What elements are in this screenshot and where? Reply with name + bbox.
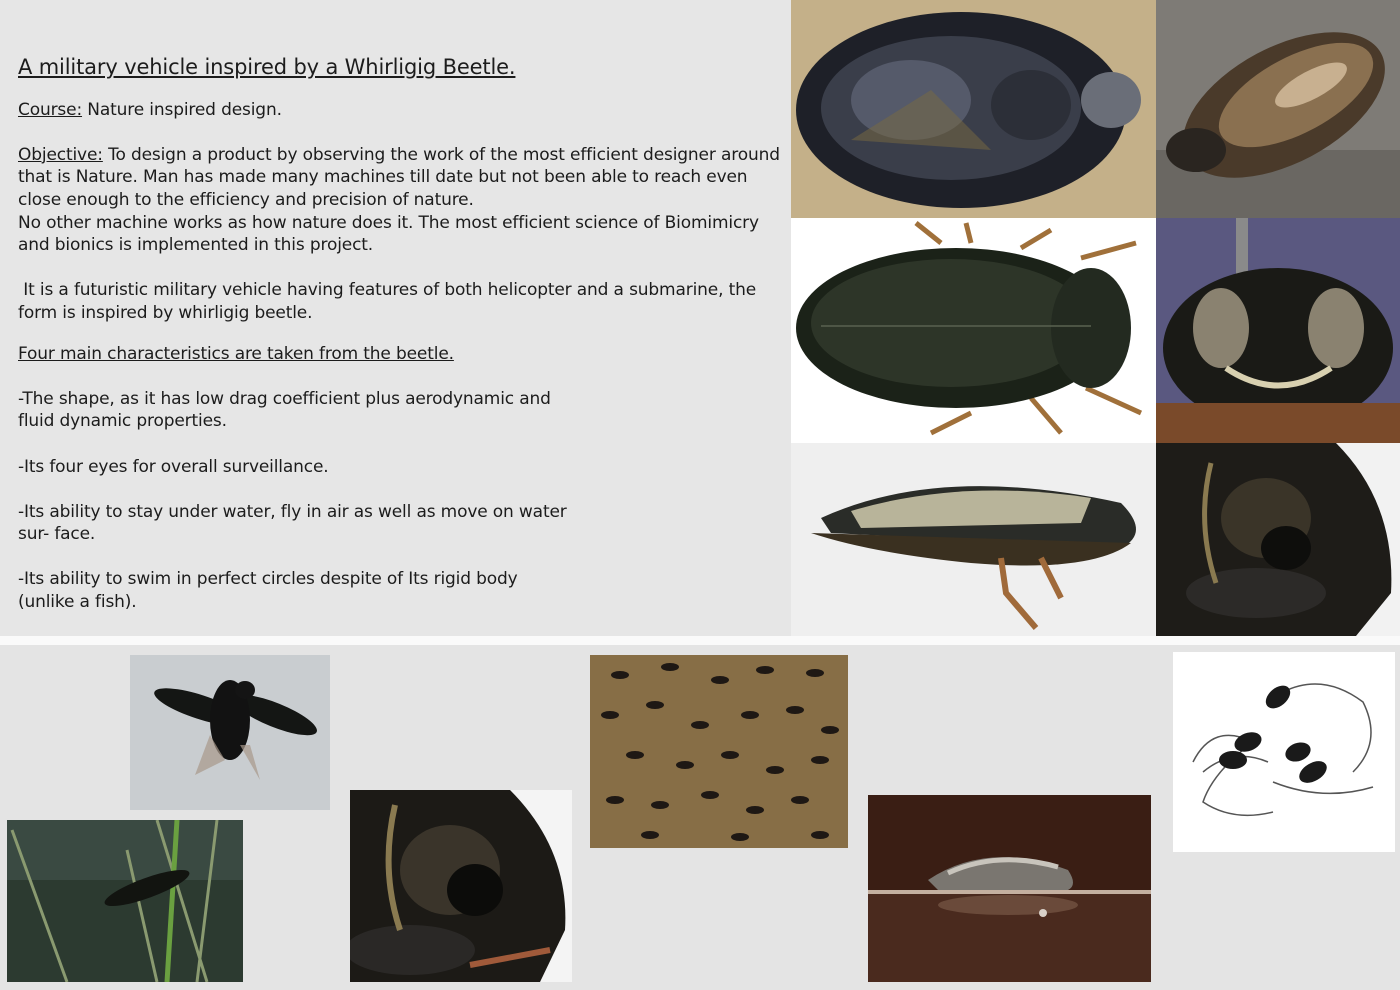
objective-label: Objective: — [18, 144, 103, 165]
beetle-dorsal-photo — [791, 218, 1156, 443]
beetle-mouthparts-photo — [1156, 218, 1400, 443]
course-line — [18, 99, 788, 122]
beetle-flying-photo — [130, 655, 330, 810]
objective-text: To design a product by observing the work of the most efficient designer around that is Nature. Man has made many machines till date but not been able to reach even close enough to the efficiency and precision of nature. — [18, 144, 780, 210]
characteristic-item: -The shape, as it has low drag coefficient plus aerodynamic and fluid dynamic properties. — [18, 388, 551, 432]
beetle-underwater-photo — [7, 820, 243, 982]
course-label: Course: — [18, 99, 83, 120]
section-divider — [0, 636, 1400, 645]
characteristic-item: -Its ability to swim in perfect circles despite of Its rigid body (unlike a fish). — [18, 569, 518, 613]
beetle-underside-photo — [791, 0, 1156, 218]
objective-paragraph — [18, 144, 788, 212]
bottom-panel — [0, 645, 1400, 990]
description-text — [18, 56, 788, 614]
beetle-swarm-photo — [590, 655, 848, 848]
intro-paragraph: It is a futuristic military vehicle having features of both helicopter and a submarine, the form is inspired by whirligig beetle. — [18, 280, 762, 323]
characteristic-item: -Its four eyes for overall surveillance. — [18, 456, 329, 477]
beetle-bronze-photo — [1156, 0, 1400, 218]
characteristics-heading: Four main characteristics are taken from the beetle. — [18, 343, 454, 364]
characteristic-item: -Its ability to stay under water, fly in air as well as move on water sur- face. — [18, 501, 567, 545]
beetle-side-photo — [791, 443, 1156, 636]
page-title: A military vehicle inspired by a Whirligig Beetle. — [18, 55, 516, 79]
course-text: Nature inspired design. — [82, 99, 282, 120]
beetle-circles-sketch — [1173, 652, 1395, 852]
beetle-head-closeup-photo — [1156, 443, 1400, 636]
objective-paragraph-2: No other machine works as how nature does it. The most efficient science of Biomimicry and bionics is implemented in this project. — [18, 212, 759, 256]
beetle-eye-closeup-photo — [350, 790, 572, 982]
beetle-on-water-photo — [868, 795, 1151, 982]
